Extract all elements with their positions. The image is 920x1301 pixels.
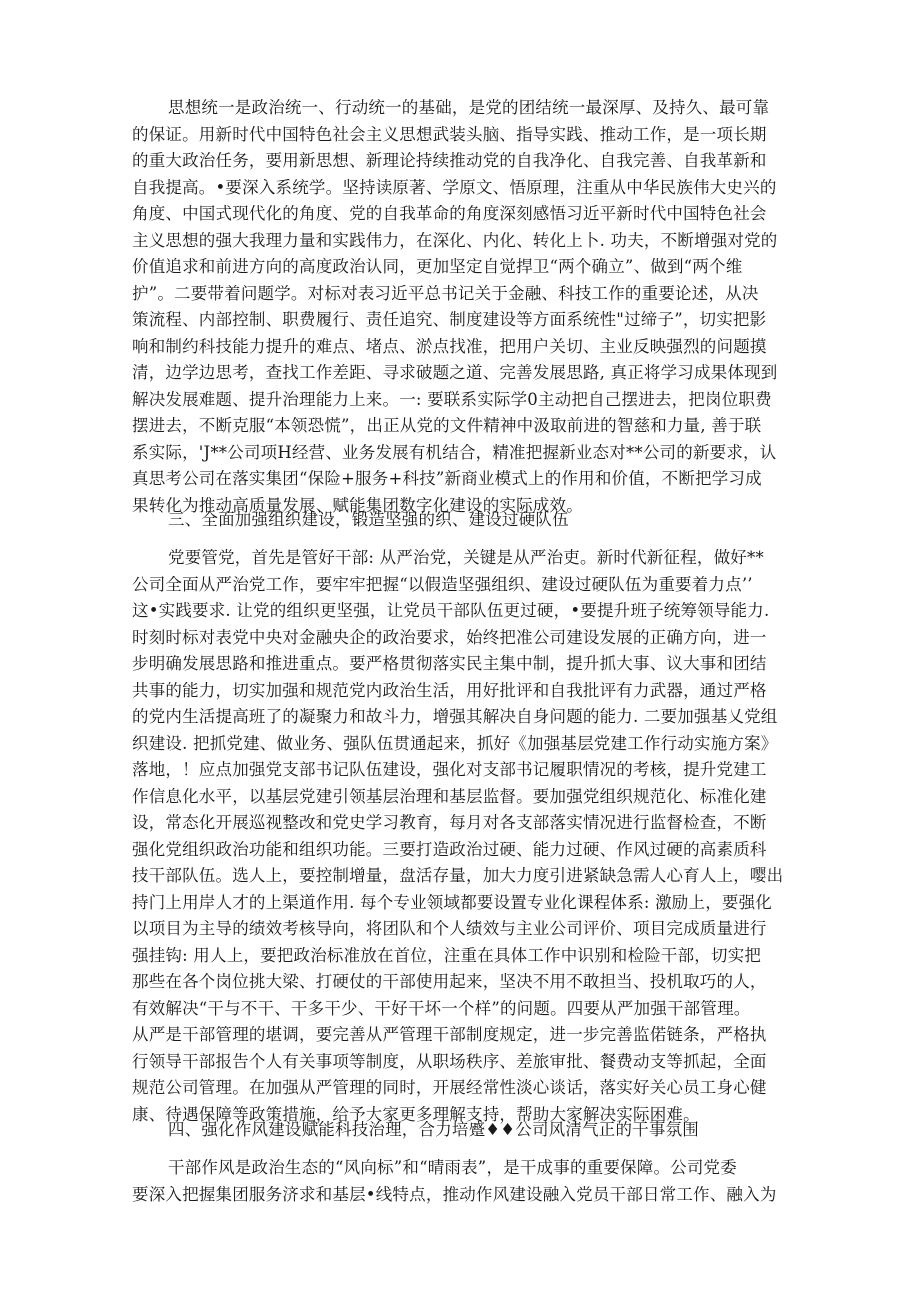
paragraph-line: 那些在各个岗位挑大梁、打硬仗的干部使用起来，坚决不用不敢担当、投机取巧的人， (132, 972, 767, 991)
paragraph-line: 公司全面从严治党工作，要牢牢把握“以假造坚强组织、建设过硬队伍为重要着力点’’ (132, 574, 753, 594)
section-heading-text: 三、全面加强组织建设，锻造坚强的织、建设过硬队伍 (168, 510, 569, 529)
paragraph-line: 果转化为推动高质量发展、赋能集团数字化建设的实际成效。 (132, 495, 583, 515)
paragraph-line: 持门上用岸人才的上渠道作用. 每个专业领域都要设置专业化课程体系: 激励上，要强化 (132, 892, 772, 912)
paragraph-line: 作信息化水平，以基层党建引领基层治理和基层监督。要加强党组织规范化、标准化建 (132, 786, 767, 806)
paragraph-line: 护”。二要带着问题学。对标对表习近平总书记关于金融、科技工作的重要论述，从决 (132, 283, 759, 303)
paragraph-line: 思想统一是政治统一、行动统一的基础，是党的团结统一最深厚、及持久、最可靠 (168, 98, 770, 117)
section-heading-4 (132, 1117, 792, 1144)
paragraph-line: 真思考公司在落实集团“保险+服务+科技”新商业模式上的作用和价值，不断把学习成 (132, 469, 762, 488)
paragraph-line: 党要管党，首先是管好干部: 从严治党，关键是从严治吏。新时代新征程，做好** (168, 548, 764, 567)
section-heading-3 (132, 507, 792, 534)
paragraph-line: 强挂钩: 用人上，要把政治标准放在首位，注重在具体工作中识别和检险干部，切实把 (132, 945, 762, 965)
paragraph-line: 角度、中国式现代化的角度、党的自我革命的角度深刻感悟习近平新时代中国特色社会 (132, 204, 767, 223)
paragraph-line: 清，边学边思考，查找工作差距、寻求破题之道、完善发展思路, 真正将学习成果体现到 (132, 363, 778, 382)
paragraph-line: 从严是干部管理的堪调，要完善从严管理干部制度规定，进一步完善监偌链条，严格执 (132, 1025, 767, 1044)
paragraph-line: 的党内生活提高班了的凝聚力和故斗力，增强其解决自身问题的能力. 二要加强基乂党组 (132, 707, 778, 726)
paragraph-line: 落地，！应点加强党支部书记队伍建设，强化对支部书记履职情况的考核，提升党建工 (132, 760, 767, 779)
paragraph-line: 价值追求和前进方向的高度政治认同，更加坚定自觉捍卫“两个确立”、做到“两个维 (132, 257, 743, 276)
paragraph-line: 干部作风是政治生态的“风向标”和“晴雨表”，是干成事的重要保障。公司党委 (168, 1158, 737, 1177)
paragraph-line: 这•实践要求. 让党的组织更坚强，让党员干部队伍更过硬，•要提升班子统筹领导能力. (132, 601, 770, 620)
paragraph-line: 共事的能力，切实加强和规范党内政治生活，用好批评和自我批评有力武器，通过严格 (132, 680, 767, 700)
section-heading-text: 四、强化作风建设赋能科技治理，合力培蹙♦♦公司风清气正的干事氛围 (168, 1120, 699, 1139)
paragraph-line: 自我提高。•要深入系统学。坚持读原著、学原文、悟原理，注重从中华民族伟大史兴的 (132, 177, 777, 197)
paragraph-line: 时刻时标对表党中央对金融央企的政治要求，始终把准公司建设发展的正确方向，进一 (132, 627, 767, 647)
paragraph-line: 织建设. 把抓党建、做业务、强队伍贯通起来，抓好《加强基层党建工作行动实施方案》 (132, 733, 778, 753)
paragraph-thought-unity (132, 95, 792, 519)
paragraph-line: 技干部队伍。选人上，要控制增量，盘活存量，加大力度引进紧缺急需人心育人上，嘤出 (132, 866, 784, 885)
paragraph-line: 主义思想的强大我理力量和实践伟力，在深化、内化、转化上卜. 功夫，不断增强对党的 (132, 230, 778, 250)
paragraph-line: 响和制约科技能力提升的难点、堵点、淤点找准，把用户关切、主业反映强烈的问题摸 (132, 336, 767, 356)
paragraph-line: 策流程、内部控制、职费履行、责任追究、制度建设等方面系统性"过缔子”，切实把影 (132, 310, 767, 329)
paragraph-line: 康、待遇保障等政策措施，给予大家更多理解支持，帮助大家解决实际困难。 (132, 1104, 700, 1124)
paragraph-line: 行领导干部报告个人有关事项等制度，从职场秩序、差旅审批、餐费动支等抓起，全面 (132, 1051, 767, 1071)
paragraph-line: 摆进去，不断克服“本领恐慌”，出正从党的文件精神中汲取前进的智慈和力量, 善于联 (132, 416, 762, 435)
paragraph-line: 步明确发展思路和推进重点。要严格贯彻落实民主集中制，提升抓大事、议大事和团结 (132, 654, 767, 673)
paragraph-line: 以项目为主导的绩效考核导向，将团队和个人绩效与主业公司评价、项目完成质量进行 (132, 919, 767, 938)
paragraph-line: 解决发展难题、提升治理能力上来。一: 要联系实际学0主动把自己摆进去，把岗位职费 (132, 389, 772, 409)
paragraph-line: 有效解决“干与不干、干多干少、干好干坏一个样”的问题。四要从严加强干部管理。 (132, 998, 751, 1018)
paragraph-line: 要深入把握集团服务济求和基层•线特点，推动作风建设融入党员干部日常工作、融入为 (132, 1184, 777, 1204)
paragraph-line: 规范公司管理。在加强从严管理的同时，开展经常性淡心谈话，落实好关心员工身心健 (132, 1078, 767, 1097)
paragraph-line: 设，常态化开展巡视整改和党史学习教育，每月对各支部落实情况进行监督检查，不断 (132, 813, 767, 832)
paragraph-work-style (132, 1155, 792, 1208)
paragraph-line: 系实际，'J**公司项H经营、业务发展有机结合，精准把握新业态对**公司的新要求，认 (132, 442, 777, 462)
paragraph-line: 的保证。用新时代中国特色社会主义思想武装头脑、指导实践、推动工作，是一项长期 (132, 124, 767, 144)
paragraph-line: 强化党组织政治功能和组织功能。三要打造政治过硬、能力过硬、作风过硬的高素质科 (132, 839, 767, 859)
paragraph-organization (132, 545, 792, 1128)
paragraph-line: 的重大政治任务，要用新思想、新理论持续推动党的自我净化、自我完善、自我革新和 (132, 151, 767, 170)
